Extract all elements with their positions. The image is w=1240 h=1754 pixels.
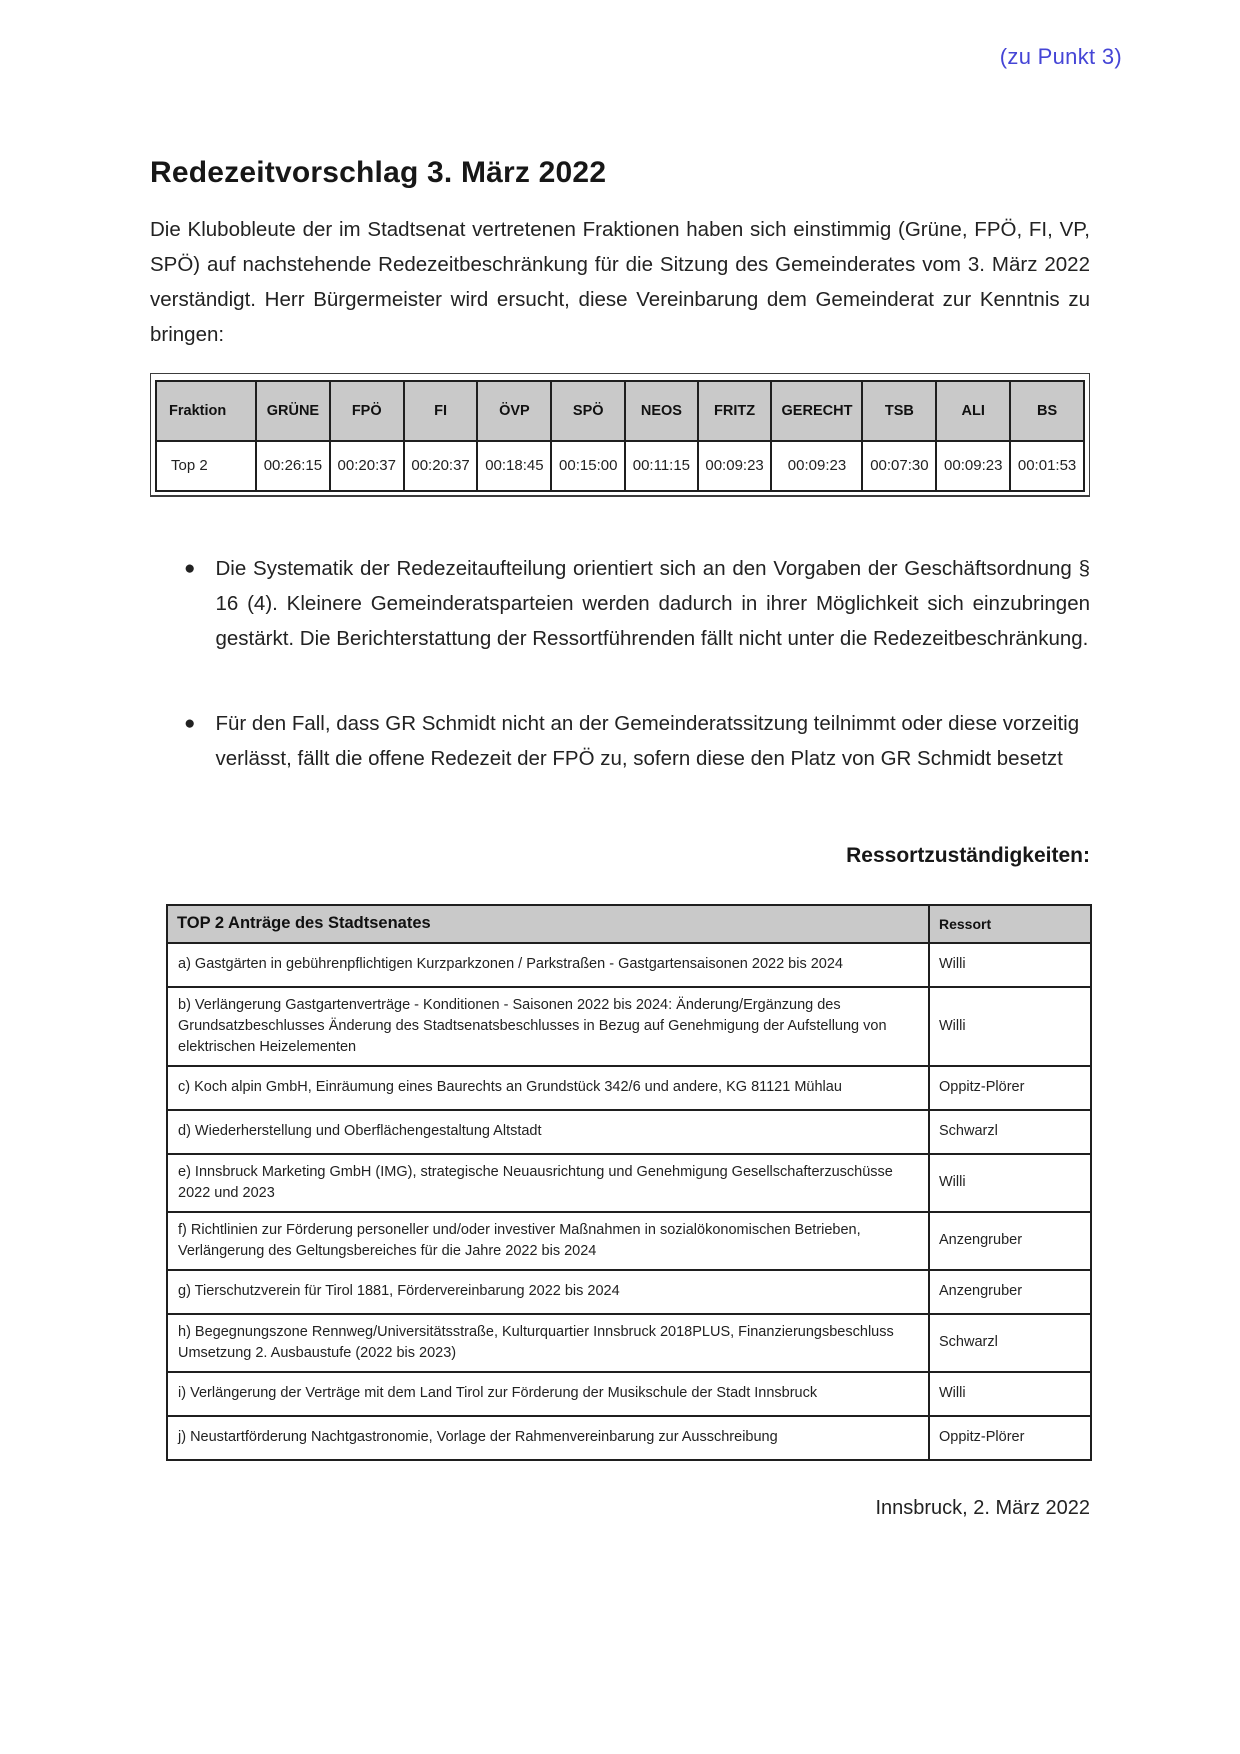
ressort-heading: Ressortzuständigkeiten: bbox=[846, 843, 1090, 867]
table-row bbox=[167, 1066, 1091, 1110]
bullet-icon: ● bbox=[184, 557, 196, 579]
ressort-cell: Willi bbox=[929, 1372, 1091, 1416]
ressort-cell: Schwarzl bbox=[929, 1314, 1091, 1372]
speech-time-table bbox=[155, 380, 1085, 492]
topic-cell: j) Neustartförderung Nachtgastronomie, Vorlage der Rahmenvereinbarung zur Ausschreibung bbox=[167, 1416, 929, 1460]
time-cell-oevp: 00:18:45 bbox=[477, 441, 551, 491]
ressort-cell: Anzengruber bbox=[929, 1212, 1091, 1270]
time-cell-tsb: 00:07:30 bbox=[862, 441, 936, 491]
topic-cell: h) Begegnungszone Rennweg/Universitätsstraße, Kulturquartier Innsbruck 2018PLUS, Finanzierungsbeschluss Umsetzung 2. Ausbaustufe (2022 bis 2023) bbox=[167, 1314, 929, 1372]
bullet-list bbox=[150, 551, 1090, 776]
time-cell-gerecht: 00:09:23 bbox=[771, 441, 862, 491]
topic-cell: f) Richtlinien zur Förderung personeller und/oder investiver Maßnahmen in sozialökonomischen Betrieben, Verlängerung des Geltungsbereiches für die Jahre 2022 bis 2024 bbox=[167, 1212, 929, 1270]
table-row bbox=[167, 1154, 1091, 1212]
column-header-gerecht: GERECHT bbox=[771, 381, 862, 441]
ressort-cell: Willi bbox=[929, 1154, 1091, 1212]
ressort-table-header-row bbox=[167, 905, 1091, 943]
time-cell-gruene: 00:26:15 bbox=[256, 441, 330, 491]
time-cell-ali: 00:09:23 bbox=[936, 441, 1010, 491]
table-row bbox=[167, 1372, 1091, 1416]
column-header-topics: TOP 2 Anträge des Stadtsenates bbox=[167, 905, 929, 943]
table-row bbox=[167, 1270, 1091, 1314]
column-header-fraktion: Fraktion bbox=[156, 381, 256, 441]
topic-cell: d) Wiederherstellung und Oberflächengestaltung Altstadt bbox=[167, 1110, 929, 1154]
topic-cell: e) Innsbruck Marketing GmbH (IMG), strategische Neuausrichtung und Genehmigung Gesellschafterzuschüsse 2022 und 2023 bbox=[167, 1154, 929, 1212]
table-row bbox=[167, 1416, 1091, 1460]
bullet-item bbox=[150, 551, 1090, 656]
table-row bbox=[167, 987, 1091, 1066]
table-row bbox=[167, 1314, 1091, 1372]
column-header-tsb: TSB bbox=[862, 381, 936, 441]
ressort-cell: Oppitz-Plörer bbox=[929, 1416, 1091, 1460]
topic-cell: c) Koch alpin GmbH, Einräumung eines Baurechts an Grundstück 342/6 und andere, KG 81121 Mühlau bbox=[167, 1066, 929, 1110]
time-cell-fpoe: 00:20:37 bbox=[330, 441, 404, 491]
topic-cell: g) Tierschutzverein für Tirol 1881, Fördervereinbarung 2022 bis 2024 bbox=[167, 1270, 929, 1314]
bullet-text: Die Systematik der Redezeitaufteilung orientiert sich an den Vorgaben der Geschäftsordnung § 16 (4). Kleinere Gemeinderatsparteien werden dadurch in ihrer Möglichkeit sich einzubringen gestärkt. Die Berichterstattung der Ressortführenden fällt nicht unter die Redezeitbeschränkung. bbox=[215, 556, 1090, 650]
row-label-cell: Top 2 bbox=[156, 441, 256, 491]
column-header-fpoe: FPÖ bbox=[330, 381, 404, 441]
topic-cell: i) Verlängerung der Verträge mit dem Land Tirol zur Förderung der Musikschule der Stadt Innsbruck bbox=[167, 1372, 929, 1416]
column-header-bs: BS bbox=[1010, 381, 1084, 441]
time-cell-bs: 00:01:53 bbox=[1010, 441, 1084, 491]
signoff-date: Innsbruck, 2. März 2022 bbox=[875, 1496, 1090, 1519]
bullet-icon: ● bbox=[184, 712, 196, 734]
column-header-fritz: FRITZ bbox=[698, 381, 772, 441]
column-header-fi: FI bbox=[404, 381, 478, 441]
bullet-text: Für den Fall, dass GR Schmidt nicht an der Gemeinderatssitzung teilnimmt oder diese vorzeitig verlässt, fällt die offene Redezeit der FPÖ zu, sofern diese den Platz von GR Schmidt besetzt bbox=[215, 711, 1080, 770]
column-header-ali: ALI bbox=[936, 381, 1010, 441]
time-cell-neos: 00:11:15 bbox=[625, 441, 698, 491]
column-header-gruene: GRÜNE bbox=[256, 381, 330, 441]
bullet-item bbox=[150, 706, 1090, 776]
time-cell-fi: 00:20:37 bbox=[404, 441, 478, 491]
topic-cell: b) Verlängerung Gastgartenverträge - Konditionen - Saisonen 2022 bis 2024: Änderung/Ergänzung des Grundsatzbeschlusses Änderung des Stadtsenatsbeschlusses in Bezug auf Genehmigung der Aufstellung von elektrischen Heizelementen bbox=[167, 987, 929, 1066]
table-row bbox=[167, 1110, 1091, 1154]
column-header-oevp: ÖVP bbox=[477, 381, 551, 441]
speech-time-table-frame bbox=[150, 373, 1090, 497]
column-header-ressort: Ressort bbox=[929, 905, 1091, 943]
table-row bbox=[167, 1212, 1091, 1270]
table-row bbox=[156, 441, 1084, 491]
ressort-cell: Schwarzl bbox=[929, 1110, 1091, 1154]
speech-time-table-header-row bbox=[156, 381, 1084, 441]
ressort-cell: Willi bbox=[929, 943, 1091, 987]
table-row bbox=[167, 943, 1091, 987]
time-cell-spoe: 00:15:00 bbox=[551, 441, 625, 491]
ressort-cell: Willi bbox=[929, 987, 1091, 1066]
time-cell-fritz: 00:09:23 bbox=[698, 441, 772, 491]
ressort-cell: Oppitz-Plörer bbox=[929, 1066, 1091, 1110]
ressort-table bbox=[166, 904, 1092, 1461]
column-header-neos: NEOS bbox=[625, 381, 698, 441]
page-content bbox=[0, 156, 1240, 1520]
ressort-cell: Anzengruber bbox=[929, 1270, 1091, 1314]
corner-note: (zu Punkt 3) bbox=[999, 44, 1122, 69]
topic-cell: a) Gastgärten in gebührenpflichtigen Kurzparkzonen / Parkstraßen - Gastgartensaisonen 2022 bis 2024 bbox=[167, 943, 929, 987]
intro-paragraph: Die Klubobleute der im Stadtsenat vertretenen Fraktionen haben sich einstimmig (Grüne, FPÖ, FI, VP, SPÖ) auf nachstehende Redezeitbeschränkung für die Sitzung des Gemeinderates vom 3. März 2022 verständigt. Herr Bürgermeister wird ersucht, diese Vereinbarung dem Gemeinderat zur Kenntnis zu bringen: bbox=[150, 218, 1090, 346]
column-header-spoe: SPÖ bbox=[551, 381, 625, 441]
page-title: Redezeitvorschlag 3. März 2022 bbox=[150, 156, 607, 189]
